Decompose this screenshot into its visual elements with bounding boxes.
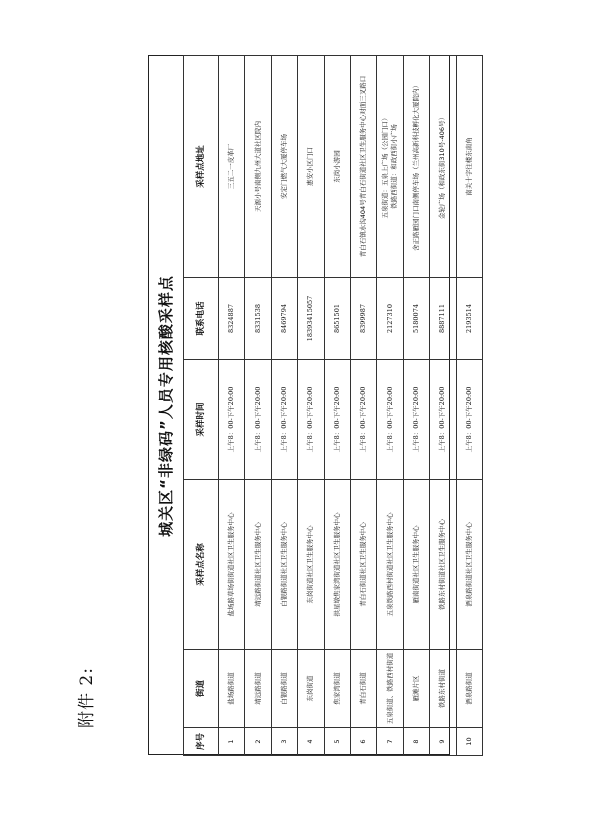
cell-name: 靖远路街道社区卫生服务中心 [245, 480, 271, 650]
cell-time: 上午8：00-下午20:00 [430, 360, 456, 480]
cell-time: 上午8：00-下午20:00 [219, 360, 245, 480]
cell-address: 安定门燃气大厦停车场 [271, 56, 297, 278]
document-table-frame [148, 55, 473, 755]
table-row [298, 56, 324, 756]
table-row [350, 56, 376, 756]
table-title: 城关区“非绿码”人员专用核酸采样点 [157, 275, 175, 537]
table-header-row [184, 56, 219, 756]
cell-phone: 8324887 [219, 278, 245, 360]
cell-name: 雁南街道社区卫生服务中心 [403, 480, 429, 650]
cell-street: 靖远路街道 [245, 650, 271, 728]
cell-street: 青白石街道 [350, 650, 376, 728]
cell-address: 舍正路雁园门口南侧停车场（兰州高新科技孵化大厦院内） [403, 56, 429, 278]
cell-index: 3 [271, 728, 297, 756]
cell-phone: 18393415057 [298, 278, 324, 360]
cell-name: 青白石街道社区卫生服务中心 [350, 480, 376, 650]
cell-address: 金轮广场（和政东街310号-406号） [430, 56, 456, 278]
table-row [430, 56, 456, 756]
table-row [403, 56, 429, 756]
attachment-label: 附件 2: [77, 667, 97, 728]
table-row [271, 56, 297, 756]
cell-time: 上午8：00-下午20:00 [350, 360, 376, 480]
cell-name: 白银路街道社区卫生服务中心 [271, 480, 297, 650]
header-name: 采样点名称 [184, 480, 219, 650]
cell-street: 酒泉路街道 [456, 650, 482, 728]
cell-phone: 8469794 [271, 278, 297, 360]
cell-phone: 2193514 [456, 278, 482, 360]
sampling-sites-table [183, 55, 483, 756]
cell-name: 盐场路草场街街道社区卫生服务中心 [219, 480, 245, 650]
table-row [456, 56, 482, 756]
cell-address: 五泉街道：五泉上广场（公园门口） 铁路西街道：和政西街小广场 [377, 56, 403, 278]
cell-phone: 5180074 [403, 278, 429, 360]
cell-index: 5 [324, 728, 350, 756]
cell-street: 五泉街道、铁路西村街道 [377, 650, 403, 728]
cell-address: 青白石镇水沟404号青白石街道社区卫生服务中心对面三叉路口 [350, 56, 376, 278]
cell-phone: 2127310 [377, 278, 403, 360]
cell-time: 上午8：00-下午20:00 [298, 360, 324, 480]
cell-name: 东岗街道社区卫生服务中心 [298, 480, 324, 650]
cell-index: 8 [403, 728, 429, 756]
header-phone: 联系电话 [184, 278, 219, 360]
cell-street: 雁滩片区 [403, 650, 429, 728]
cell-index: 9 [430, 728, 456, 756]
table-row [377, 56, 403, 756]
header-time: 采样时间 [184, 360, 219, 480]
cell-name: 酒泉路街道社区卫生服务中心 [456, 480, 482, 650]
cell-time: 上午8：00-下午20:00 [324, 360, 350, 480]
cell-street: 铁路东村街道 [430, 650, 456, 728]
cell-time: 上午8：00-下午20:00 [245, 360, 271, 480]
cell-address: 惠安小区门口 [298, 56, 324, 278]
cell-address: 东岗小游园 [324, 56, 350, 278]
cell-phone: 8887111 [430, 278, 456, 360]
cell-street: 白银路街道 [271, 650, 297, 728]
cell-time: 上午8：00-下午20:00 [271, 360, 297, 480]
cell-address: 三五二一皮革厂 [219, 56, 245, 278]
cell-index: 1 [219, 728, 245, 756]
cell-time: 上午8：00-下午20:00 [403, 360, 429, 480]
header-address: 采样点地址 [184, 56, 219, 278]
cell-phone: 8399987 [350, 278, 376, 360]
cell-time: 上午8：00-下午20:00 [377, 360, 403, 480]
cell-name: 五泉铁路西村街道社区卫生服务中心 [377, 480, 403, 650]
cell-time: 上午8：00-下午20:00 [456, 360, 482, 480]
table-row [219, 56, 245, 756]
cell-phone: 8651501 [324, 278, 350, 360]
cell-name: 铁路东村街道社区卫生服务中心 [430, 480, 456, 650]
cell-index: 2 [245, 728, 271, 756]
cell-street: 东岗街道 [298, 650, 324, 728]
cell-index: 4 [298, 728, 324, 756]
rotated-table-container [149, 56, 473, 756]
header-street: 街道 [184, 650, 219, 728]
table-row [245, 56, 271, 756]
cell-index: 7 [377, 728, 403, 756]
cell-address: 南关十字往楼东南角 [456, 56, 482, 278]
cell-name: 拱星墩焦家湾街道社区卫生服务中心 [324, 480, 350, 650]
cell-street: 盐场路街道 [219, 650, 245, 728]
cell-street: 焦家湾街道 [324, 650, 350, 728]
table-row [324, 56, 350, 756]
cell-phone: 8331538 [245, 278, 271, 360]
cell-index: 10 [456, 728, 482, 756]
header-index: 序号 [184, 728, 219, 756]
cell-address: 天源小号南侧九州大道社区院内 [245, 56, 271, 278]
cell-index: 6 [350, 728, 376, 756]
